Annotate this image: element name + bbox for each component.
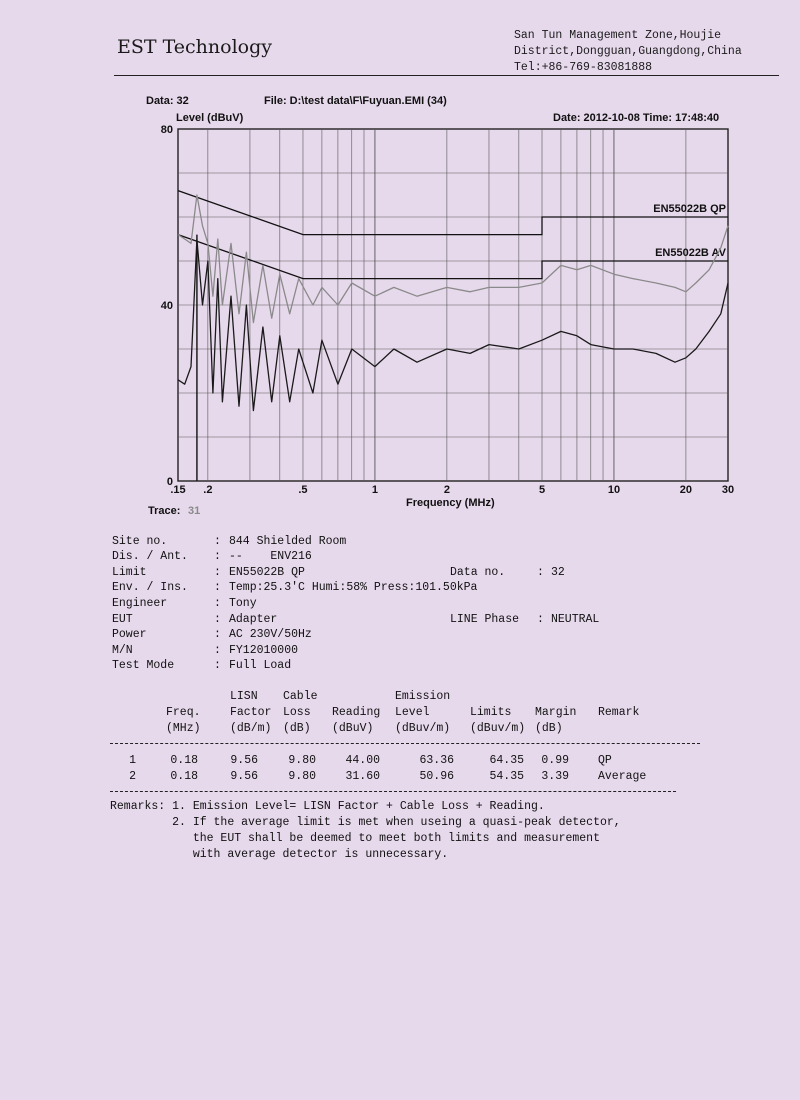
results-header-cell: Cable (283, 690, 318, 703)
results-header-cell: Loss (283, 706, 311, 719)
y-tick-label: 80 (160, 124, 173, 136)
info-value: Tony (229, 596, 257, 610)
info-value: Adapter (229, 612, 278, 626)
results-header-cell: (dBuv/m) (395, 722, 451, 735)
info-value: FY12010000 (229, 643, 299, 657)
results-cell: 44.00 (345, 754, 380, 767)
info-row: Limit : EN55022B QP (112, 565, 305, 579)
info-row: Power : AC 230V/50Hz (112, 628, 312, 642)
trace-line (178, 239, 728, 411)
y-axis-title: Level (dBuV) (176, 112, 244, 124)
results-cell: 9.56 (230, 770, 258, 783)
info-label: LINE Phase (450, 612, 520, 626)
remarks (110, 799, 621, 863)
results-cell: Average (598, 770, 647, 783)
info-label: Dis. / Ant. (112, 550, 188, 564)
results-header-cell: (dB) (283, 722, 311, 735)
chart-file-label: File: D:\test data\F\Fuyuan.EMI (34) (264, 95, 447, 107)
limit-line (178, 191, 728, 235)
trace-label: Trace: (148, 505, 181, 517)
info-value: NEUTRAL (551, 612, 600, 626)
chart-grid (178, 129, 728, 481)
results-divider (110, 791, 676, 792)
x-tick-label: .5 (298, 484, 308, 496)
info-value: Temp:25.3'C Humi:58% Press:101.50kPa (229, 581, 478, 595)
results-header-cell: (MHz) (166, 722, 201, 735)
company-name: EST Technology (117, 36, 273, 58)
info-label: Data no. (450, 565, 506, 579)
limit-label: EN55022B QP (653, 203, 726, 215)
results-header-cell: (dB) (535, 722, 563, 735)
results-header-cell: Factor (230, 706, 272, 719)
x-tick-label: 5 (538, 484, 546, 496)
x-axis-title: Frequency (MHz) (406, 497, 495, 509)
results-cell: 0.18 (170, 754, 198, 767)
limit-label: EN55022B AV (655, 247, 726, 259)
emission-chart-svg (0, 0, 800, 530)
remark-line: 2. If the average limit is met when useing a quasi-peak detector, (110, 816, 621, 829)
info-label: Site no. (112, 534, 168, 548)
remark-line: Remarks: 1. Emission Level= LISN Factor + Cable Loss + Reading. (110, 800, 545, 813)
info-row: EUT : Adapter (112, 612, 278, 626)
x-tick-label: 10 (607, 484, 621, 496)
results-cell: 0.18 (170, 770, 198, 783)
info-value: -- ENV216 (229, 550, 312, 564)
info-row: Engineer : Tony (112, 596, 257, 610)
address-line: District,Dongguan,Guangdong,China (514, 45, 742, 58)
info-label: Limit (112, 565, 147, 579)
results-header-cell: LISN (230, 690, 258, 703)
results-header-cell: Emission (395, 690, 451, 703)
results-header-cell: Level (395, 706, 430, 719)
x-tick-label: 2 (443, 484, 450, 496)
results-cell: 64.35 (489, 754, 524, 767)
results-header-cell: Remark (598, 706, 640, 719)
remark-line: with average detector is unnecessary. (110, 848, 449, 861)
info-label: Env. / Ins. (112, 581, 188, 595)
x-tick-label: 30 (721, 484, 735, 496)
test-info-right (450, 518, 600, 643)
results-divider (110, 743, 700, 744)
info-label: Test Mode (112, 659, 175, 673)
results-cell: 9.80 (288, 770, 316, 783)
remark-line: the EUT shall be deemed to meet both limits and measurement (110, 832, 600, 845)
results-header-cell: Limits (470, 706, 512, 719)
results-cell: 31.60 (345, 770, 380, 783)
x-tick-label: .2 (203, 484, 213, 496)
info-row: M/N : FY12010000 (112, 643, 299, 657)
results-header-cell: (dB/m) (230, 722, 272, 735)
results-header-cell: (dBuv/m) (470, 722, 526, 735)
info-row: Site no. : 844 Shielded Room (112, 534, 347, 548)
info-row: Dis. / Ant. : -- ENV216 (112, 550, 312, 564)
address-line: San Tun Management Zone,Houjie (514, 29, 722, 42)
address-phone: Tel:+86-769-83081888 (514, 61, 653, 74)
results-header-cell: Reading (332, 706, 381, 719)
info-value: AC 230V/50Hz (229, 628, 312, 642)
chart-data-label: Data: 32 (146, 95, 189, 107)
results-cell: 50.96 (419, 770, 454, 783)
results-cell: 3.39 (541, 770, 569, 783)
info-label: Engineer (112, 596, 168, 610)
trace-value: 31 (188, 505, 201, 517)
results-header-cell: Margin (535, 706, 577, 719)
x-tick-label: .15 (170, 484, 186, 496)
trace-line (178, 195, 728, 323)
info-label: M/N (112, 643, 133, 657)
info-row: Data no. : 32 (450, 565, 565, 579)
x-tick-label: 1 (371, 484, 378, 496)
x-tick-label: 20 (679, 484, 693, 496)
info-value: 32 (551, 565, 565, 579)
results-cell: 63.36 (419, 754, 454, 767)
limit-lines (178, 191, 728, 279)
info-row: LINE Phase : NEUTRAL (450, 612, 600, 626)
results-cell: 1 (129, 754, 136, 767)
emission-chart (0, 0, 800, 530)
chart-date-label: Date: 2012-10-08 Time: 17:48:40 (553, 112, 720, 124)
results-cell: 0.99 (541, 754, 569, 767)
limit-line (178, 235, 728, 279)
info-value: 844 Shielded Room (229, 534, 347, 548)
info-label: EUT (112, 612, 133, 626)
info-row: Test Mode : Full Load (112, 659, 292, 673)
trace-lines (178, 195, 728, 411)
results-cell: 2 (129, 770, 136, 783)
info-label: Power (112, 628, 147, 642)
y-tick-label: 0 (166, 476, 173, 488)
y-tick-label: 40 (160, 300, 173, 312)
results-cell: QP (598, 754, 612, 767)
results-cell: 9.56 (230, 754, 258, 767)
results-header-cell: (dBuV) (332, 722, 374, 735)
info-value: EN55022B QP (229, 565, 305, 579)
results-header-cell: Freq. (166, 706, 201, 719)
results-cell: 9.80 (288, 754, 316, 767)
info-value: Full Load (229, 659, 292, 673)
results-cell: 54.35 (489, 770, 524, 783)
info-row: Env. / Ins. : Temp:25.3'C Humi:58% Press:101.50kPa (112, 581, 478, 595)
